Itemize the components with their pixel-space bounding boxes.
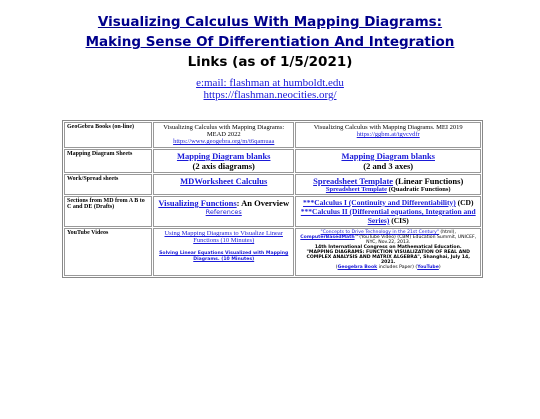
geogebra-mead-link[interactable]: https://www.geogebra.org/m/t6qamuaa <box>173 138 275 145</box>
mapping-blanks-3-sub: (2 and 3 axes) <box>363 161 414 171</box>
table-row <box>64 122 481 148</box>
spreadsheet-cell <box>295 174 481 195</box>
icme-text: 14th International Congress on Mathematical Education. <box>314 245 462 250</box>
youtube-link[interactable]: YouTube <box>417 265 439 270</box>
calculus-2-text: (CIS) <box>389 216 409 225</box>
mapping-blanks-2-link[interactable]: Mapping Diagram blanks <box>176 151 271 161</box>
youtube-linear-functions-link[interactable]: Using Mapping Diagrams to Visualize Linear Functions (10 Minutes) <box>164 230 283 244</box>
geogebra-book-link[interactable]: Geogebra Book <box>337 265 378 270</box>
youtube-end: ) <box>438 265 441 270</box>
calculus-cell <box>295 196 481 227</box>
mapping-blanks-2-sub: (2 axis diagrams) <box>192 161 255 171</box>
references-link[interactable]: References <box>205 208 242 216</box>
calculus-1-text: (CD) <box>455 198 474 207</box>
spreadsheet-quadratic-text: (Quadratic Functions) <box>386 186 451 193</box>
spreadsheet-linear-text: (Linear Functions) <box>393 176 464 186</box>
table-row <box>64 149 481 173</box>
email-link[interactable]: e:mail: flashman at humboldt.edu <box>196 77 344 89</box>
youtube-left-cell <box>153 228 294 276</box>
mapping-blanks-2-cell <box>153 149 294 173</box>
row-label: Work/Spread sheets <box>64 174 152 195</box>
visualizing-functions-link[interactable]: Visualizing Functions <box>158 198 237 208</box>
geogebra-mead-text: Visualizing Calculus with Mapping Diagrams: MEAD 2022 <box>163 124 285 138</box>
md-worksheet-link[interactable]: MDWorksheet Calculus <box>180 176 268 186</box>
table-row <box>64 228 481 276</box>
row-label: YouTube Videos <box>64 228 152 276</box>
calculus-2-link[interactable]: ***Calculus II (Differential equations, Integration and Series) <box>300 207 476 225</box>
row-label: Sections from MD from A B to C and DE (Drafts) <box>64 196 152 227</box>
cbm-link[interactable]: ComputerBasedMath <box>300 235 355 240</box>
icme-paper-text: "MAPPING DIAGRAMS: FUNCTION VISUALIZATION OF REAL AND COMPLEX ANALYSIS AND MATRIX ALGEBRA", Shanghai, July 14, 2021. <box>306 250 470 265</box>
concepts-link[interactable]: "Concepts to Drive Technology in the 21st Century" <box>320 230 439 235</box>
worksheet-cell <box>153 174 294 195</box>
geogebra-mei-text: Visualizing Calculus with Mapping Diagrams. MEI 2019 <box>313 124 463 131</box>
geogebra-mei-cell <box>295 122 481 148</box>
table-row <box>64 174 481 195</box>
links-table <box>62 120 483 278</box>
geogebra-book-text: includes Paper) ( <box>377 265 418 270</box>
page-subtitle: Links (as of 1/5/2021) <box>187 54 353 70</box>
youtube-right-cell <box>295 228 481 276</box>
visualizing-functions-text: : An Overview <box>236 198 290 208</box>
page-title-line2[interactable]: Making Sense Of Differentiation And Integration <box>85 34 455 50</box>
concepts-text: (html), <box>438 230 456 235</box>
cbm-text: ™(YouTube Video) (CBM) Education Summit, UNICEF, NYC, Nov.22, 2013. <box>354 235 477 245</box>
youtube-linear-equations-link[interactable]: Solving Linear Equations Visualized with Mapping Diagrams. (10 Minutes) <box>159 251 289 262</box>
mapping-blanks-3-cell <box>295 149 481 173</box>
calculus-1-link[interactable]: ***Calculus I (Continuity and Differentiability) <box>302 198 456 207</box>
geogebra-mei-link[interactable]: https://ggbm.at/tgvcvdfr <box>356 131 420 138</box>
sections-cell <box>153 196 294 227</box>
spreadsheet-linear-link[interactable]: Spreadsheet Template <box>313 176 394 186</box>
mapping-blanks-3-link[interactable]: Mapping Diagram blanks <box>341 151 435 161</box>
spreadsheet-quadratic-link[interactable]: Spreadsheet Template <box>325 186 387 193</box>
page-header <box>0 14 540 101</box>
website-link[interactable]: https://flashman.neocities.org/ <box>203 89 337 101</box>
geogebra-book-paren: ( <box>335 265 338 270</box>
geogebra-mead-cell <box>153 122 294 148</box>
row-label: Mapping Diagram Sheets <box>64 149 152 173</box>
table-row <box>64 196 481 227</box>
page-title-line1[interactable]: Visualizing Calculus With Mapping Diagrams: <box>97 14 443 30</box>
row-label: GeoGebra Books (on-line) <box>64 122 152 148</box>
